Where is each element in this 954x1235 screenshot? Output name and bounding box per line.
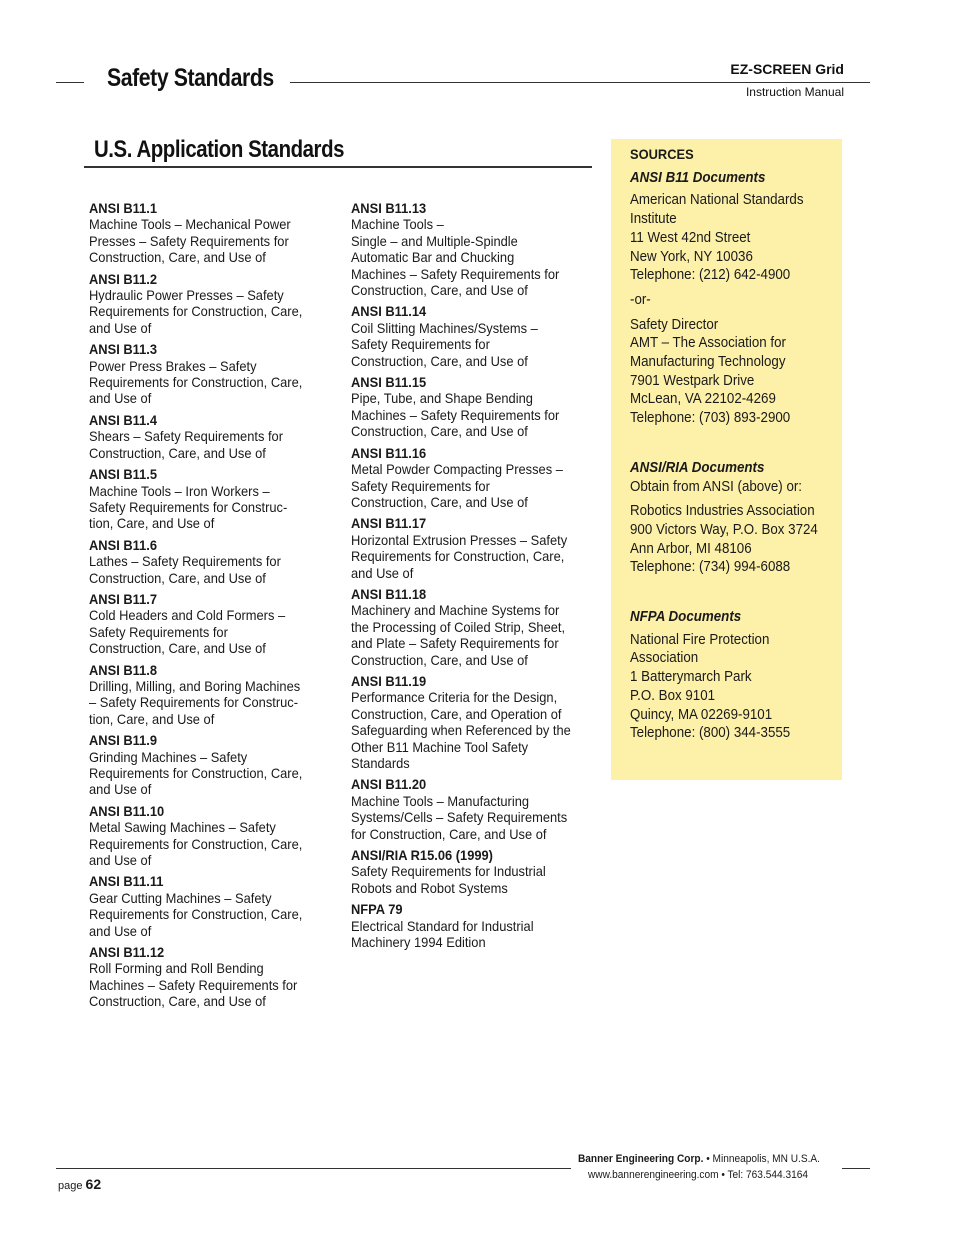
standard-item [351,847,588,896]
ansi-address: American National Standards Institute 11 West 42nd Street New York, NY 10036 Telephone: (212) 642-4900 [630,192,804,284]
ria-note: Obtain from ANSI (above) or: [630,478,803,495]
footer-rule-right [842,1168,870,1169]
page-number: 62 [85,1176,102,1192]
spacer [630,583,842,608]
standard-item [89,732,326,798]
standard-item [89,200,326,266]
standard-item [89,803,326,869]
or-separator: -or- [630,291,651,308]
standard-item [351,303,588,369]
standard-description: Metal Powder Compacting Presses – Safety Requirements for Construction, Care, and Use of [351,461,563,510]
page-indicator [58,1176,101,1192]
standard-code: NFPA 79 [351,901,403,918]
standard-item [351,776,588,842]
standard-item [351,586,588,668]
footer-rule-left [56,1168,571,1169]
standard-description: Pipe, Tube, and Shape Bending Machines – Safety Requirements for Construction, Care, and Use of [351,390,560,440]
standard-code: ANSI/RIA R15.06 (1999) [351,847,493,864]
standard-description: Machinery and Machine Systems for the Processing of Coiled Strip, Sheet, and Plate – Safety Requirements for Construction, Care, and Use of [351,602,566,668]
standard-item [89,537,326,586]
ria-documents-heading: ANSI/RIA Documents [630,459,765,476]
standard-description: Metal Sawing Machines – Safety Requirements for Construction, Care, and Use of [89,819,303,869]
product-name: EZ-SCREEN Grid [730,61,844,77]
standard-description: Machine Tools – Iron Workers – Safety Requirements for Construc- tion, Care, and Use of [89,482,288,532]
standard-code: ANSI B11.10 [89,802,165,819]
standard-item [89,591,326,657]
standard-description: Coil Slitting Machines/Systems – Safety Requirements for Construction, Care, and Use of [351,319,538,369]
standards-column-1 [89,200,326,1015]
standard-code: ANSI B11.20 [351,776,427,793]
header-rule-right [290,82,870,83]
standard-description: Machine Tools – Manufacturing Systems/Cells – Safety Requirements for Construction, Care, and Use of [351,792,568,842]
standard-description: Safety Requirements for Industrial Robots and Robot Systems [351,863,546,896]
standard-code: ANSI B11.3 [89,341,158,358]
standard-item [89,466,326,532]
standard-code: ANSI B11.12 [89,944,165,961]
standard-item [351,374,588,440]
ria-address: Robotics Industries Association 900 Victors Way, P.O. Box 3724 Ann Arbor, MI 48106 Telephone: (734) 994-6088 [630,503,818,576]
standard-code: ANSI B11.17 [351,515,427,532]
standards-column-2 [351,200,588,955]
page-label: page [58,1180,83,1192]
company-location: • Minneapolis, MN U.S.A. [703,1153,820,1165]
nfpa-documents-heading: NFPA Documents [630,609,742,626]
footer-contact: www.bannerengineering.com • Tel: 763.544.3164 [588,1169,808,1181]
nfpa-address: National Fire Protection Association 1 Batterymarch Park P.O. Box 9101 Quincy, MA 02269-9101 Telephone: (800) 344-3555 [630,631,791,742]
standard-item [351,445,588,511]
sources-heading: SOURCES [630,146,694,162]
standard-code: ANSI B11.2 [89,270,158,287]
standard-code: ANSI B11.5 [89,466,158,483]
company-name: Banner Engineering Corp. [578,1153,704,1165]
standard-description: Grinding Machines – Safety Requirements for Construction, Care, and Use of [89,748,303,798]
standard-item [89,662,326,728]
standard-code: ANSI B11.13 [351,200,427,216]
standard-description: Power Press Brakes – Safety Requirements for Construction, Care, and Use of [89,357,303,407]
amt-address: Safety Director AMT – The Association for Manufacturing Technology 7901 Westpark Drive McLean, VA 22102-4269 Telephone: (703) 893-2900 [630,316,791,427]
page-heading-rule [84,166,592,168]
standard-description: Electrical Standard for Industrial Machinery 1994 Edition [351,917,534,951]
standard-code: ANSI B11.15 [351,374,427,391]
standard-item [351,673,588,771]
standard-code: ANSI B11.16 [351,444,427,461]
standard-code: ANSI B11.7 [89,590,158,607]
page-heading: U.S. Application Standards [94,136,345,163]
standard-code: ANSI B11.9 [89,732,158,749]
standard-description: Drilling, Milling, and Boring Machines – Safety Requirements for Construc- tion, Care, and Use of [89,677,301,727]
standard-description: Roll Forming and Roll Bending Machines – Safety Requirements for Construction, Care, and Use of [89,960,298,1010]
standard-code: ANSI B11.18 [351,585,427,602]
header-rule-left [56,82,84,83]
standard-code: ANSI B11.19 [351,672,427,689]
sources-sidebar [611,139,842,780]
footer-company [578,1153,820,1165]
standard-item [89,944,326,1010]
standard-item [351,901,588,950]
standard-code: ANSI B11.4 [89,411,158,428]
standard-description: Lathes – Safety Requirements for Construction, Care, and Use of [89,553,281,586]
standard-description: Performance Criteria for the Design, Construction, Care, and Operation of Safeguarding when Referenced by the Other B11 Machine Tool Safety Standards [351,689,571,771]
standard-description: Hydraulic Power Presses – Safety Requirements for Construction, Care, and Use of [89,287,303,336]
standard-description: Gear Cutting Machines – Safety Requirements for Construction, Care, and Use of [89,889,303,939]
section-title: Safety Standards [107,64,274,92]
standard-description: Machine Tools – Mechanical Power Presses – Safety Requirements for Construction, Care, and Use of [89,216,291,266]
standard-code: ANSI B11.11 [89,873,164,890]
standard-item [351,515,588,581]
standard-item [89,412,326,461]
manual-type: Instruction Manual [745,85,844,99]
standard-description: Machine Tools – Single – and Multiple-Spindle Automatic Bar and Chucking Machines – Safety Requirements for Construction, Care, and Use of [351,216,560,299]
standard-description: Shears – Safety Requirements for Construction, Care, and Use of [89,428,284,461]
spacer [630,434,842,459]
standard-description: Cold Headers and Cold Formers – Safety Requirements for Construction, Care, and Use of [89,607,286,657]
standard-item [89,271,326,337]
standard-code: ANSI B11.6 [89,536,158,553]
standard-code: ANSI B11.8 [89,661,158,678]
standard-item [351,200,588,298]
standard-code: ANSI B11.14 [351,303,427,320]
standard-description: Horizontal Extrusion Presses – Safety Requirements for Construction, Care, and Use of [351,531,568,581]
sources-content [630,145,842,749]
standard-item [89,341,326,407]
standard-code: ANSI B11.1 [89,200,158,216]
b11-documents-heading: ANSI B11 Documents [630,169,766,186]
standard-item [89,873,326,939]
